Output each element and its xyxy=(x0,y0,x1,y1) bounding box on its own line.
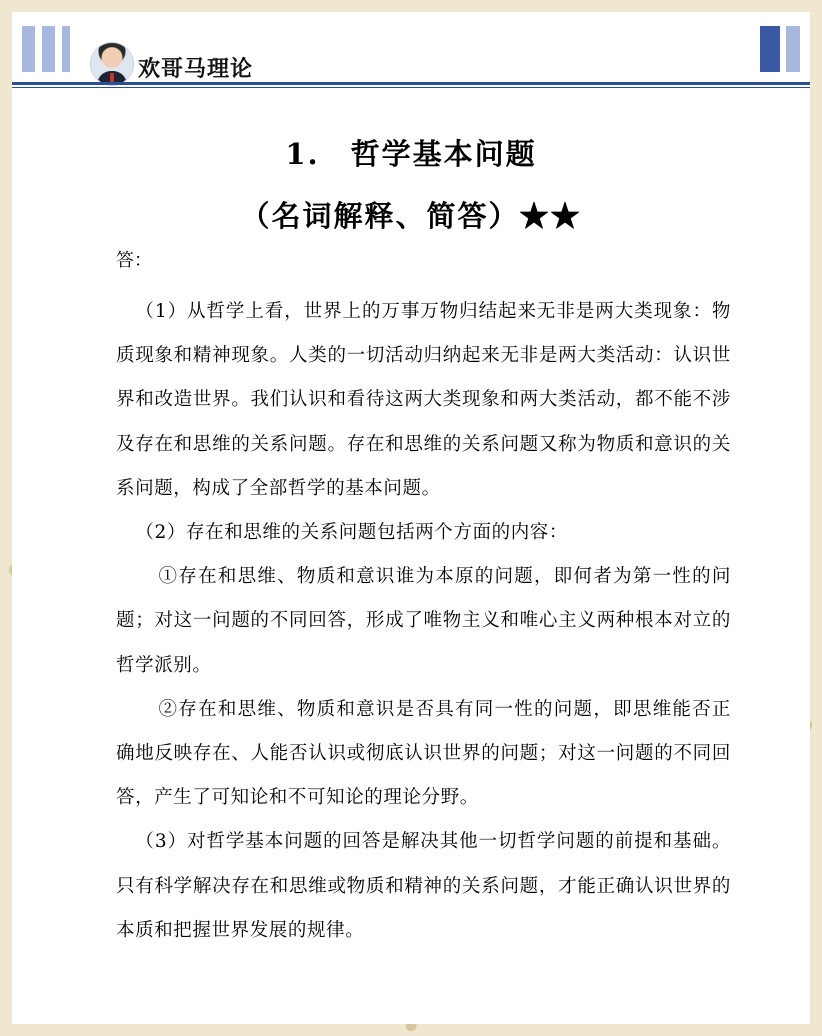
header-deco-bar xyxy=(786,26,800,72)
header-deco-bar xyxy=(42,26,55,72)
header-deco-bar xyxy=(22,26,35,72)
answer-body xyxy=(116,290,731,953)
paragraph-2: （2）存在和思维的关系问题包括两个方面的内容： xyxy=(135,522,568,544)
page-title: 1. 哲学基本问题 xyxy=(285,137,537,171)
header-deco-bar xyxy=(62,26,70,72)
paragraph-5: （3）对哲学基本问题的回答是解决其他一切哲学问题的前提和基础。只有科学解决存在和思维或物质和精神的关系问题，才能正确认识世界的本质和把握世界发展的规律。 xyxy=(116,831,731,941)
header-deco-bar xyxy=(760,26,780,72)
avatar xyxy=(90,42,134,86)
brand-name: 欢哥马理论 xyxy=(138,57,254,82)
answer-label: 答： xyxy=(116,250,152,271)
header-divider-thin xyxy=(12,87,810,88)
page-subtitle: （名词解释、简答）★★ xyxy=(240,199,582,233)
page xyxy=(12,12,810,1024)
paragraph-1: （1）从哲学上看，世界上的万事万物归结起来无非是两大类现象：物质现象和精神现象。人类的一切活动归纳起来无非是两大类活动：认识世界和改造世界。我们认识和看待这两大类现象和两大类活动，都不能不涉及存在和思维的关系问题。存在和思维的关系问题又称为物质和意识的关系问题，构成了全部哲学的基本问题。 xyxy=(116,301,731,499)
header-divider xyxy=(12,82,810,85)
paragraph-3: ①存在和思维、物质和意识谁为本原的问题，即何者为第一性的问题；对这一问题的不同回答，形成了唯物主义和唯心主义两种根本对立的哲学派别。 xyxy=(116,566,731,676)
paragraph-4: ②存在和思维、物质和意识是否具有同一性的问题，即思维能否正确地反映存在、人能否认识或彻底认识世界的问题；对这一问题的不同回答，产生了可知论和不可知论的理论分野。 xyxy=(116,698,731,809)
